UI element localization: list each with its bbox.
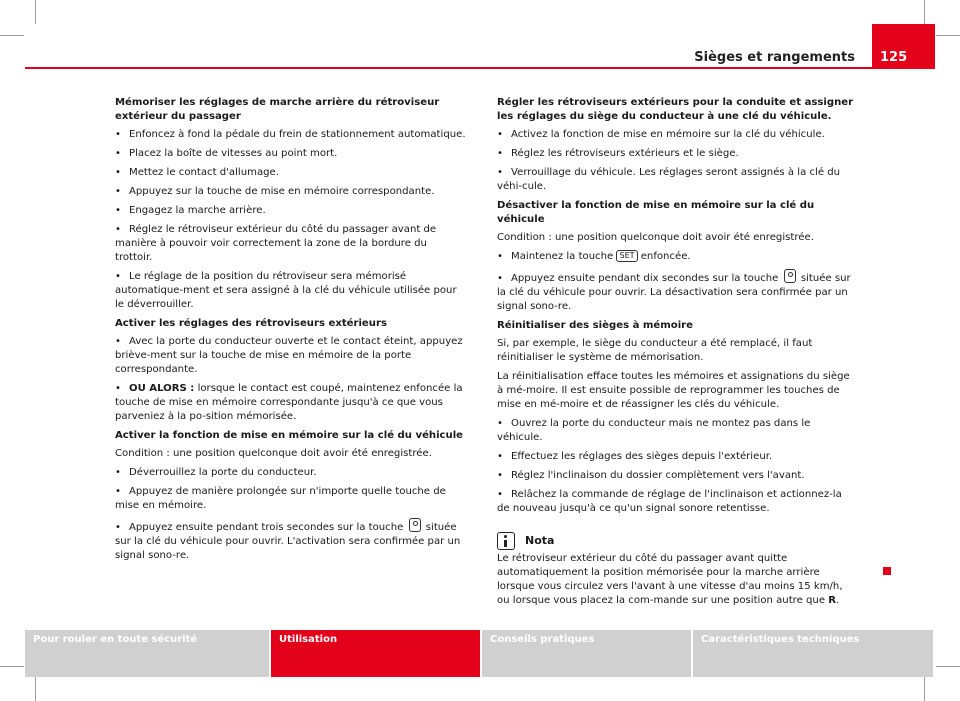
left-column [115,96,467,568]
heading-reset-memory-seats: Réinitialiser des sièges à mémoire [497,320,694,331]
list-item-text: Appuyez ensuite pendant trois secondes sur la touche [129,522,407,533]
heading-memorize-reverse: Mémoriser les réglages de marche arrière du rétroviseur extérieur du passager [115,97,440,122]
condition-text: Condition : une position quelconque doit avoir été enregistrée. [115,448,432,459]
set-key-icon: SET [616,250,637,262]
crop-mark [0,35,24,36]
gear-r-label: R [828,595,837,606]
list-item [497,250,857,264]
nota-text-end: . [836,595,840,606]
crop-mark [35,0,36,24]
list-item: • Réglez le rétroviseur extérieur du côté du passager avant de manière à pouvoir voir correctement la zone de la bordure du trottoir. [115,223,467,265]
list-item: • Réglez les rétroviseurs extérieurs et le siège. [497,147,857,161]
crop-mark [936,35,960,36]
list-item: • Activez la fonction de mise en mémoire sur la clé du véhicule. [497,128,857,142]
list-item: • Enfoncez à fond la pédale du frein de stationnement automatique. [115,128,467,142]
tab-safety[interactable]: Pour rouler en toute sécurité [25,630,269,677]
crop-mark [0,666,24,667]
list-item: • Verrouillage du véhicule. Les réglages seront assignés à la clé du véhi-cule. [497,166,857,194]
condition-text: Condition : une position quelconque doit avoir été enregistrée. [497,232,814,243]
list-item: • Relâchez la commande de réglage de l'inclinaison et actionnez-la de nouveau jusqu'à ce qu'un signal sonore retentisse. [497,488,857,516]
list-item-text: située sur la clé du véhicule pour ouvrir. L'activation sera confirmée par un signal sono-re. [115,522,461,561]
list-item: • Réglez l'inclinaison du dossier complètement vers l'avant. [497,469,857,483]
tab-practical-tips[interactable]: Conseils pratiques [482,630,691,677]
list-item-text: enfoncée. [637,251,691,262]
crop-mark [35,677,36,701]
list-item-text: située sur la clé du véhicule pour ouvrir. La désactivation sera confirmée par un signal sono-re. [497,273,851,312]
or-label: OU ALORS : [129,383,195,394]
list-item: • Avec la porte du conducteur ouverte et le contact éteint, appuyez briève-ment sur la touche de mise en mémoire de la porte correspondante. [115,335,467,377]
crop-mark [936,666,960,667]
tab-technical-data[interactable]: Caractéristiques techniques [693,630,933,677]
nota-title: Nota [525,534,555,547]
list-item: • Engagez la marche arrière. [115,204,467,218]
section-title: Sièges et rangements [694,50,855,65]
list-item: • Placez la boîte de vitesses au point mort. [115,147,467,161]
list-item: • Appuyez de manière prolongée sur n'importe quelle touche de mise en mémoire. [115,485,467,513]
crop-mark [924,677,925,701]
heading-activate-mirrors: Activer les réglages des rétroviseurs extérieurs [115,318,387,329]
paragraph: Si, par exemple, le siège du conducteur a été remplacé, il faut réinitialiser le système de mémorisation. [497,338,813,363]
tab-operation[interactable]: Utilisation [271,630,480,677]
list-item: • Appuyez sur la touche de mise en mémoire correspondante. [115,185,467,199]
list-item-text: Appuyez ensuite pendant dix secondes sur la touche [511,273,782,284]
list-item: • Le réglage de la position du rétroviseur sera mémorisé automatique-ment et sera assigné à la clé du véhicule utilisée pour le déverrouiller. [115,270,467,312]
crop-mark [924,0,925,24]
list-item-text: lorsque le contact est coupé, maintenez enfoncée la touche de mise en mémoire correspondante jusqu'à ce que vous parveniez à la po-sition mémorisée. [115,383,463,422]
list-item: • Mettez le contact d'allumage. [115,166,467,180]
nota-text [497,552,857,608]
page-number: 125 [872,24,935,69]
heading-adjust-mirrors: Régler les rétroviseurs extérieurs pour la conduite et assigner les réglages du siège du conducteur à une clé du véhicule. [497,97,854,122]
list-item [115,518,467,563]
heading-activate-key-memory: Activer la fonction de mise en mémoire sur la clé du véhicule [115,430,464,441]
nota-text-body: Le rétroviseur extérieur du côté du passager avant quitte automatiquement la position mémorisée pour la marche arrière lorsque vous circulez vers l'avant à une vitesse d'au moins 15 km/h, ou lorsque vous placez la com-mande sur une position autre que [497,553,843,606]
heading-deactivate-key-memory: Désactiver la fonction de mise en mémoire sur la clé du véhicule [497,200,815,225]
end-mark-icon [883,567,891,575]
right-column [497,96,857,613]
key-unlock-icon [409,518,421,532]
header-rule [25,67,935,69]
nota-header [497,530,857,552]
list-item [115,382,467,424]
list-item: • Ouvrez la porte du conducteur mais ne montez pas dans le véhicule. [497,417,857,445]
list-item-text: Maintenez la touche [511,251,617,262]
info-icon [497,532,515,550]
footer-nav [25,630,935,677]
list-item: • Déverrouillez la porte du conducteur. [115,466,467,480]
paragraph: La réinitialisation efface toutes les mémoires et assignations du siège à mé-moire. Il est ensuite possible de reprogrammer les touches de mise en mé-moire et de réassigner les clés du véhicule. [497,371,850,410]
list-item [497,269,857,314]
list-item: • Effectuez les réglages des sièges depuis l'extérieur. [497,450,857,464]
key-unlock-icon [784,269,796,283]
